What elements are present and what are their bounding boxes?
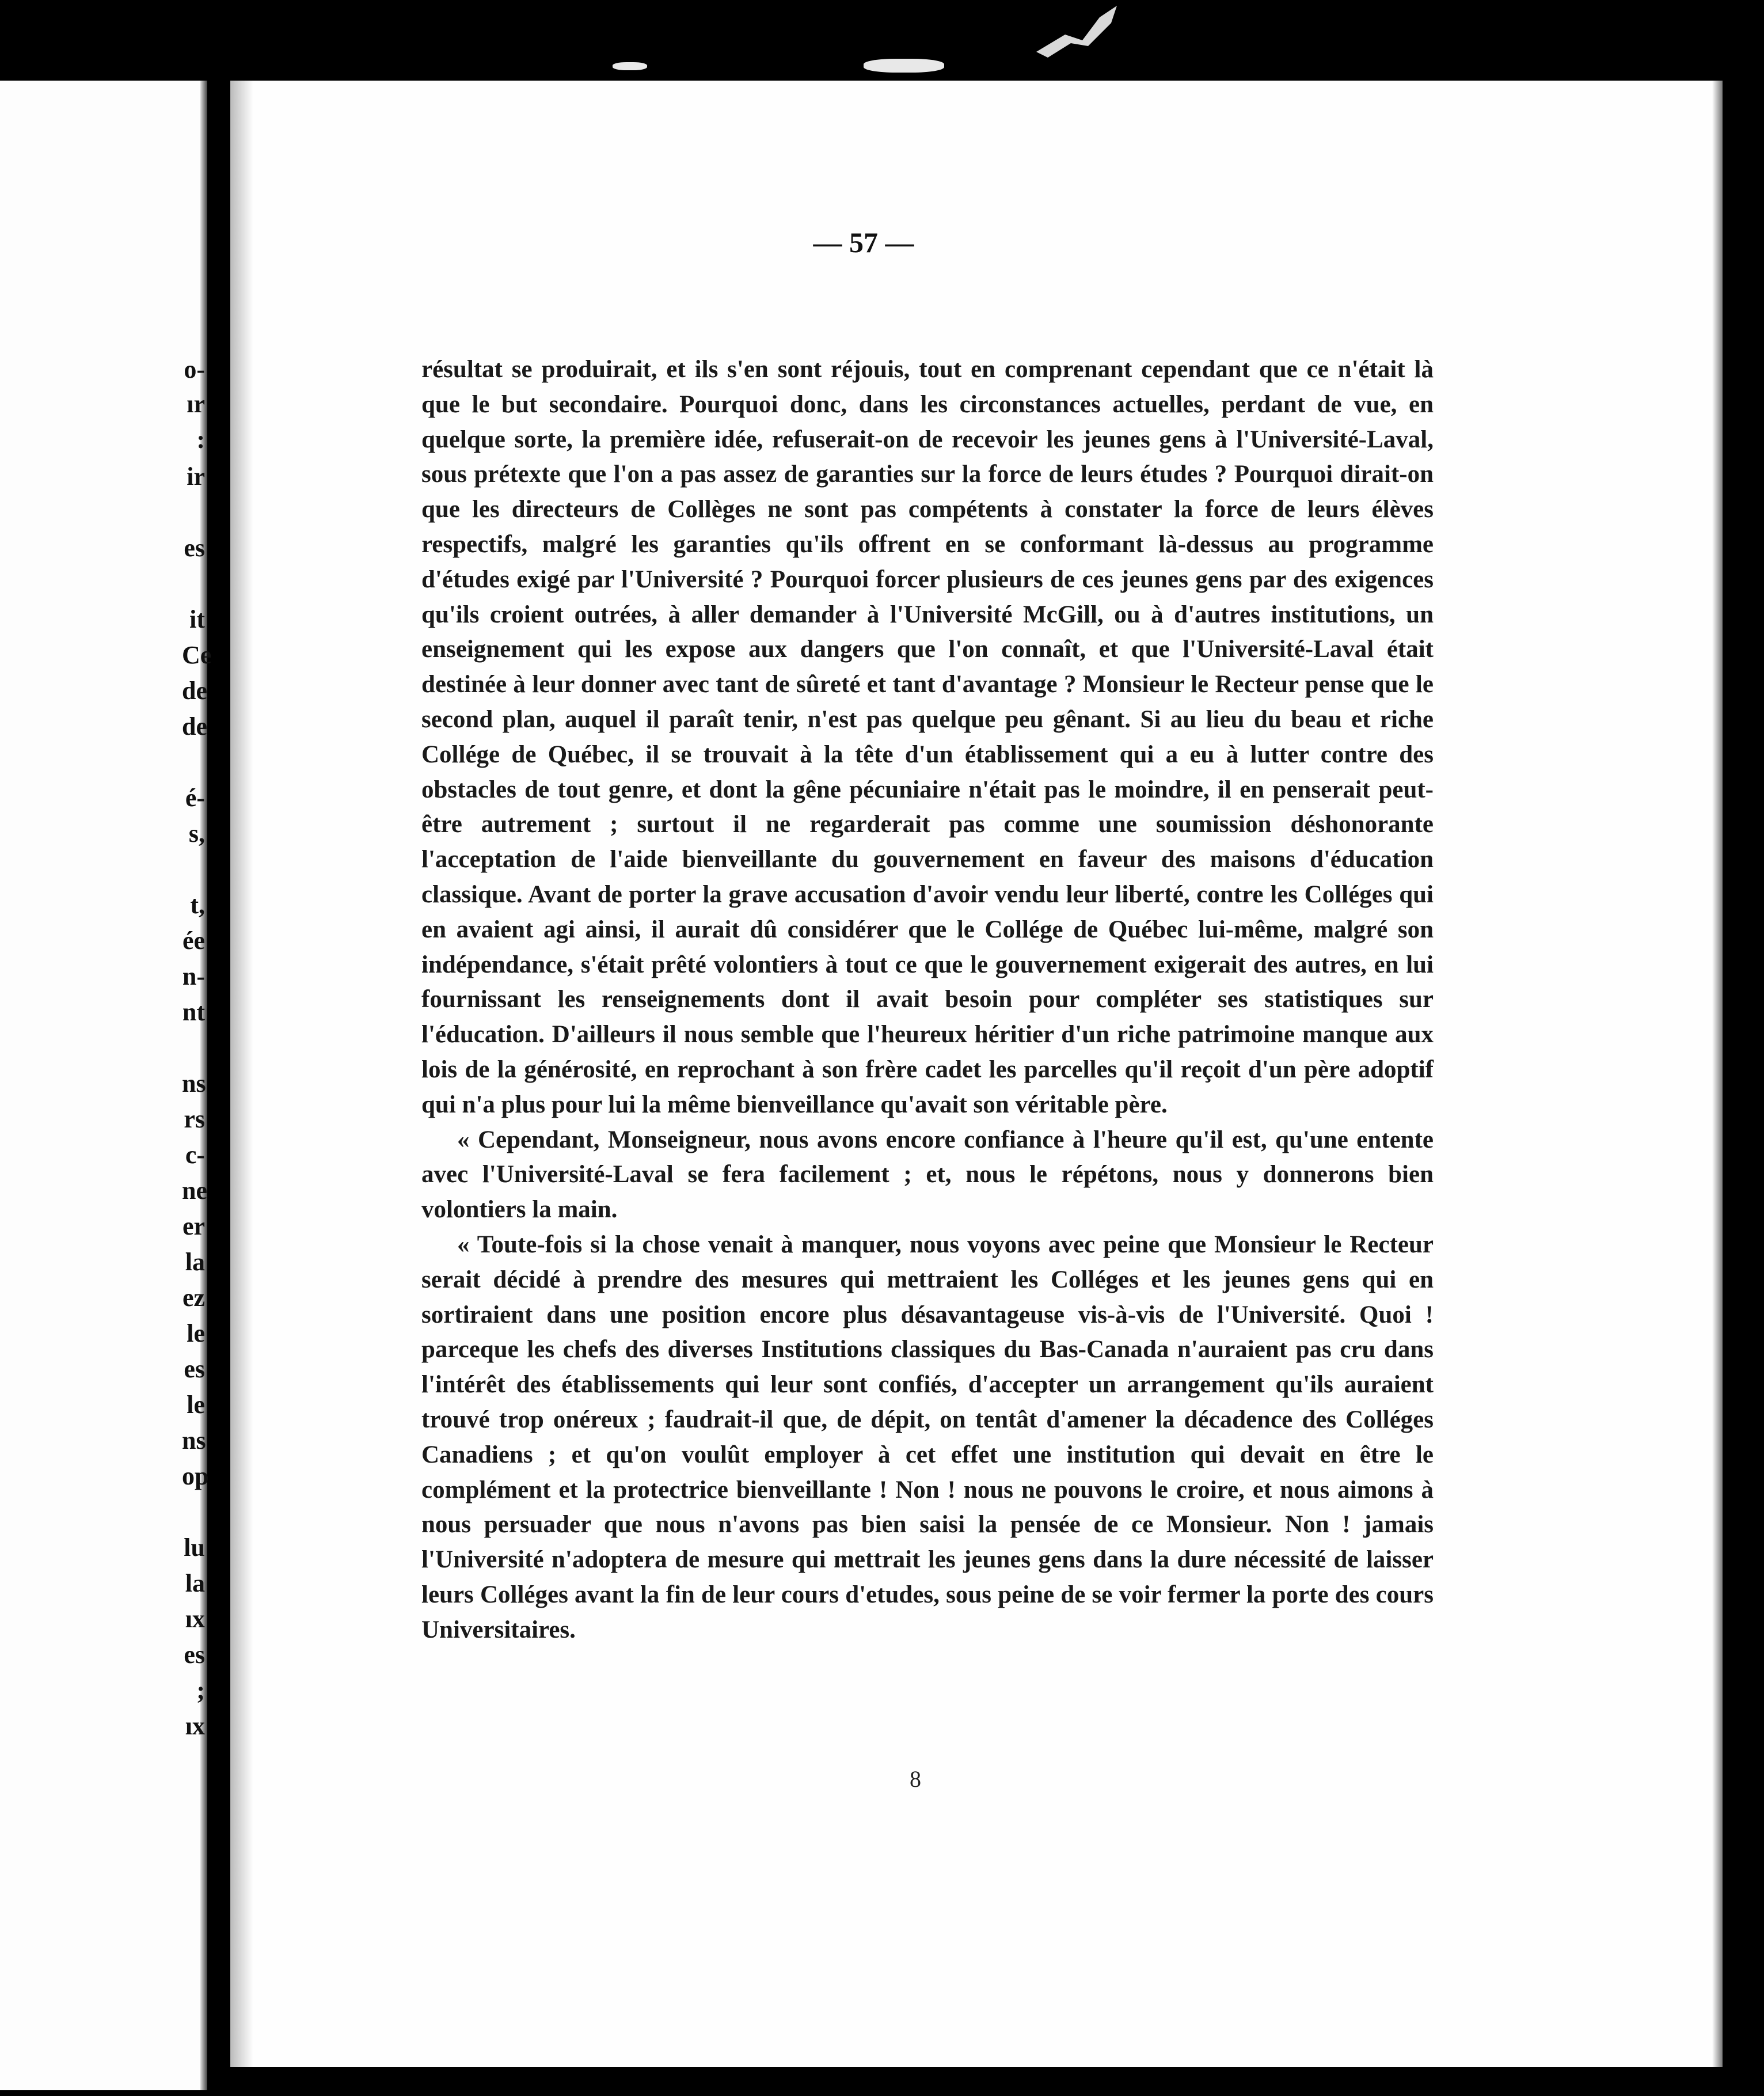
scan-artifact xyxy=(864,59,944,73)
margin-fragment: : xyxy=(196,426,205,454)
margin-fragment: es xyxy=(184,1641,205,1669)
margin-fragment: s, xyxy=(188,819,205,848)
margin-fragment: ıx xyxy=(185,1712,205,1740)
margin-fragment: le xyxy=(187,1391,205,1419)
body-text xyxy=(421,352,1434,1647)
margin-fragment: ez xyxy=(182,1284,205,1312)
margin-fragment: lu xyxy=(184,1533,205,1562)
scan-artifact xyxy=(613,62,647,70)
signature-mark: 8 xyxy=(910,1766,921,1792)
margin-fragment: er xyxy=(182,1212,205,1240)
margin-fragment: ; xyxy=(196,1676,205,1704)
paragraph: résultat se produirait, et ils s'en sont réjouis, tout en comprenant cependant que ce n'était là que le but secondaire. Pourquoi donc, dans les circonstances actuelles, perdant de vue, en quelque sorte, la première idée, refuserait-on de recevoir les jeunes gens à l'Université-Laval, sous prétexte que l'on a pas assez de garanties sur la force de leurs études ? Pourquoi dirait-on que les directeurs de Collèges ne sont pas compétents à constater la force de leurs élèves respectifs, malgré les garanties qu'ils offrent en se conformant là-dessus au programme d'études exigé par l'Université ? Pourquoi forcer plusieurs de ces jeunes gens par des exigences qu'ils croient outrées, à aller demander à l'Université McGill, ou à d'autres institutions, un enseignement qui les expose aux dangers que l'on connaît, et que l'Université-Laval était destinée à leur donner avec tant de sûreté et tant d'avantage ? Monsieur le Recteur pense que le second plan, auquel il paraît tenir, n'est pas quelque peu gênant. Si au lieu du beau et riche Collége de Québec, il se trouvait à la tête d'un établissement qui a eu à lutter contre des obstacles de tout genre, et dont la gêne pécuniaire n'était pas le moindre, il en penserait peut-être autrement ; surtout il ne regarderait pas comme une soumission déshonorante l'acceptation de l'aide bienveillante du gouvernement en faveur des maisons d'éducation classique. Avant de porter la grave accusation d'avoir vendu leur liberté, contre les Colléges qui en avaient agi ainsi, il aurait dû considérer que le Collége de Québec lui-même, malgré son indépendance, s'était prêté volontiers à tout ce que le gouvernement exigerait des autres, en lui fournissant les renseignements dont il avait besoin pour compléter ses statistiques sur l'éducation. D'ailleurs il nous semble que l'heureux héritier d'un riche patrimoine manque aux lois de la générosité, en reprochant à son frère cadet les parcelles qu'il reçoit d'un père adoptif qui n'a plus pour lui la même bienveillance qu'avait son véritable père. xyxy=(421,356,1434,1118)
margin-fragment: es xyxy=(184,1355,205,1383)
margin-fragment: n- xyxy=(182,962,205,990)
margin-fragment: ns xyxy=(182,1426,206,1455)
paragraph: « Toute-fois si la chose venait à manquer, nous voyons avec peine que Monsieur le Recteur serait décidé à prendre des mesures qui mettraient les Colléges et les jeunes gens qui en sortiraient dans une position encore plus désavantageuse vis-à-vis de l'Université. Quoi ! parceque les chefs des diverses Institutions classiques du Bas-Canada n'auraient pas cru dans l'intérêt des établissements qui leur sont confiés, d'accepter un arrangement qu'ils auraient trouvé trop onéreux ; faudrait-il que, de dépit, on tentât d'amener la décadence des Colléges Canadiens ; et qu'on voulût employer à cet effet une institution qui devait en être le complément et la protectrice bienveillante ! Non ! nous ne pouvons le croire, et nous aimons à nous persuader que nous n'avons pas bien saisi la pensée de ce Monsieur. Non ! jamais l'Université n'adoptera de mesure qui mettrait les jeunes gens dans la dure nécessité de laisser leurs Colléges avant la fin de leur cours d'etudes, sous peine de se voir fermer la porte des cours Universitaires. xyxy=(421,1231,1434,1643)
margin-fragment: o- xyxy=(184,355,205,383)
margin-fragment: it xyxy=(189,605,205,633)
scan-artifact-icon xyxy=(1031,0,1128,63)
previous-page xyxy=(0,81,212,2090)
page-edge xyxy=(1712,81,1723,2067)
margin-fragment: Ce xyxy=(182,641,212,669)
margin-fragment: t, xyxy=(190,891,205,919)
margin-fragment: es xyxy=(184,534,205,562)
margin-fragment: le xyxy=(187,1319,205,1347)
margin-fragment: ne xyxy=(182,1176,207,1205)
margin-fragment: la xyxy=(185,1248,205,1276)
margin-fragment: rs xyxy=(184,1105,205,1133)
margin-fragment: ns xyxy=(182,1069,206,1098)
margin-fragment: nt xyxy=(182,998,205,1026)
margin-fragment: é- xyxy=(185,784,205,812)
margin-fragment: ır xyxy=(187,390,205,418)
margin-fragment: c- xyxy=(185,1141,205,1169)
margin-fragment: ée xyxy=(182,927,205,955)
margin-fragment: ir xyxy=(187,462,205,491)
margin-fragment: de xyxy=(182,712,207,741)
page-number: — 57 — xyxy=(813,226,914,259)
page-shadow xyxy=(230,81,253,2067)
paragraph: « Cependant, Monseigneur, nous avons encore confiance à l'heure qu'il est, qu'une entente avec l'Université-Laval se fera facilement ; et, nous le répétons, nous y donnerons bien volontiers la main. xyxy=(421,1126,1434,1224)
margin-fragment: la xyxy=(185,1569,205,1597)
margin-fragment: de xyxy=(182,677,207,705)
margin-fragment: op xyxy=(182,1462,209,1490)
margin-fragment: ıx xyxy=(185,1605,205,1633)
